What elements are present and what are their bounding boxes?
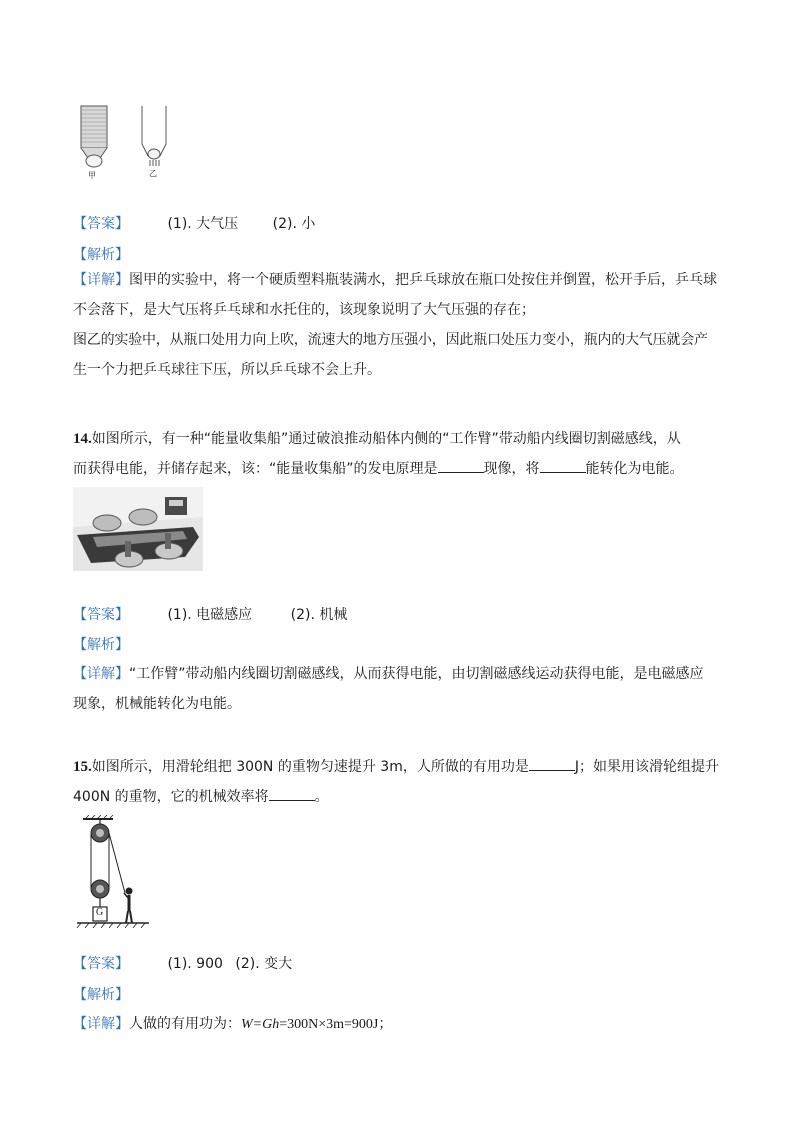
question-line: 而获得电能，并储存起来，该：“能量收集船”的发电原理是 现像，将 能转化为电能。 bbox=[73, 454, 753, 484]
answer-blank-2 bbox=[269, 786, 315, 801]
answer-item-2: (2). 变大 bbox=[235, 956, 293, 972]
figure-bottles bbox=[78, 104, 178, 184]
q14-detail bbox=[73, 659, 753, 719]
q14-question bbox=[73, 424, 753, 484]
detail-line: 不会落下，是大气压将乒乓球和水托住的，该现象说明了大气压强的存在； bbox=[73, 302, 535, 318]
question-number: 14. bbox=[73, 431, 92, 447]
answer-item-1: (1). 电磁感应 bbox=[167, 607, 253, 623]
detail-line: 【详解】“工作臂”带动船内线圈切割磁感线，从而获得电能，由切割磁感线运动获得电能，是电磁感应 bbox=[73, 666, 704, 682]
q14-answer-line bbox=[73, 605, 347, 625]
detail-tag: 【详解】 bbox=[73, 666, 129, 682]
detail-line: 现象，机械能转化为电能。 bbox=[73, 696, 241, 712]
pulley-system-icon bbox=[73, 815, 153, 933]
q15-question bbox=[73, 752, 763, 812]
answer-item-1: (1). 大气压 bbox=[167, 216, 239, 232]
pulley-figure bbox=[73, 815, 153, 933]
answer-item-2: (2). 机械 bbox=[290, 607, 348, 623]
detail-line: 【详解】图甲的实验中，将一个硬质塑料瓶装满水，把乒乓球放在瓶口处按住并倒置，松开手后，乒乓球 bbox=[73, 272, 717, 288]
question-line: 400N 的重物，它的机械效率将 。 bbox=[73, 782, 763, 812]
q15-answer-line bbox=[73, 954, 292, 974]
detail-line: 生一个力把乒乓球往下压，所以乒乓球不会上升。 bbox=[73, 362, 381, 378]
q13-answer-line bbox=[73, 214, 315, 234]
question-line: 14.如图所示，有一种“能量收集船”通过破浪推动船体内侧的“工作臂”带动船内线圈切割磁感线，从 bbox=[73, 431, 681, 447]
q15-detail: 【详解】人做的有用功为：W=Gh=300N×3m=900J； bbox=[73, 1016, 393, 1032]
q14-analysis-tag: 【解析】 bbox=[73, 637, 129, 653]
q13-analysis-tag: 【解析】 bbox=[73, 247, 129, 263]
answer-tag: 【答案】 bbox=[73, 607, 129, 623]
question-line: 15.如图所示，用滑轮组把 300N 的重物匀速提升 3m，人所做的有用功是 J；如果用该滑轮组提升 bbox=[73, 752, 763, 782]
answer-blank-1 bbox=[529, 756, 575, 771]
weight-label: G bbox=[96, 907, 104, 918]
answer-item-1: (1). 900 bbox=[167, 956, 223, 972]
ship-icon bbox=[73, 487, 203, 571]
figure-label-jia: 甲 bbox=[88, 171, 96, 180]
formula-variable: W=Gh bbox=[241, 1017, 280, 1032]
detail-tag: 【详解】 bbox=[73, 1016, 129, 1032]
q15-analysis-tag: 【解析】 bbox=[73, 987, 129, 1003]
detail-line: 图乙的实验中，从瓶口处用力向上吹，流速大的地方压强小，因此瓶口处压力变小，瓶内的大气压就会产 bbox=[73, 332, 708, 348]
energy-ship-image bbox=[73, 487, 203, 571]
question-number: 15. bbox=[73, 759, 92, 775]
answer-tag: 【答案】 bbox=[73, 216, 129, 232]
answer-item-2: (2). 小 bbox=[272, 216, 316, 232]
answer-blank-2 bbox=[540, 458, 586, 473]
answer-blank-1 bbox=[438, 458, 484, 473]
figure-label-yi: 乙 bbox=[149, 169, 157, 178]
answer-tag: 【答案】 bbox=[73, 956, 129, 972]
q13-detail bbox=[73, 265, 743, 385]
detail-tag: 【详解】 bbox=[73, 272, 129, 288]
